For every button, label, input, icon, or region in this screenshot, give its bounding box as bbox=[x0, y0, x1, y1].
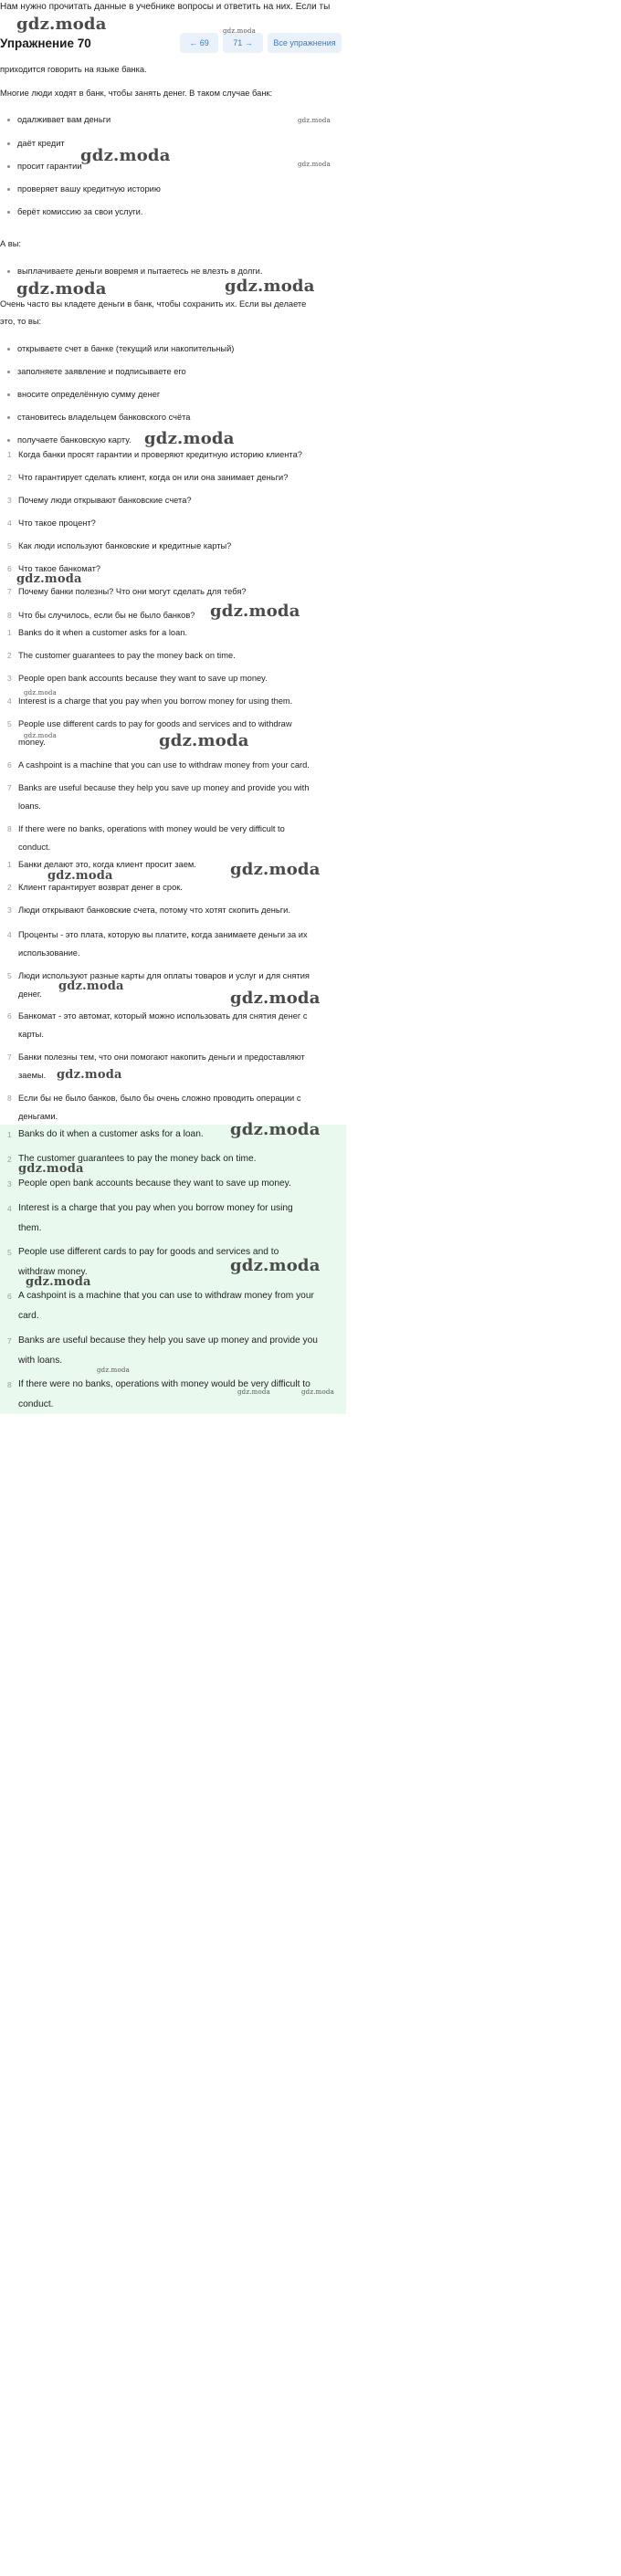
item-number: 7 bbox=[7, 783, 12, 792]
watermark: gdz.moda bbox=[210, 602, 300, 621]
page-title: Упражнение 70 bbox=[0, 37, 91, 50]
list-item: A cashpoint is a machine that you can use to withdraw money from your card. bbox=[18, 760, 310, 770]
list-item: The customer guarantees to pay the money back on time. bbox=[18, 1154, 257, 1164]
watermark: gdz.moda bbox=[24, 689, 57, 696]
list-item: Клиент гарантирует возврат денег в срок. bbox=[18, 883, 183, 892]
list-item: Почему люди открывают банковские счета? bbox=[18, 496, 192, 505]
list-item: conduct. bbox=[18, 1399, 54, 1409]
list-item: withdraw money. bbox=[18, 1267, 88, 1277]
item-number: 6 bbox=[7, 1011, 12, 1021]
watermark: gdz.moda bbox=[230, 989, 321, 1008]
bullet-icon bbox=[7, 119, 10, 121]
list-item: Проценты - это плата, которую вы платите, когда занимаете деньги за их bbox=[18, 930, 308, 939]
watermark: gdz.moda bbox=[18, 1162, 84, 1176]
item-number: 1 bbox=[7, 1130, 12, 1139]
watermark: gdz.moda bbox=[230, 1256, 321, 1275]
list-item: Люди открывают банковские счета, потому что хотят скопить деньги. bbox=[18, 906, 290, 915]
prev-exercise-button[interactable] bbox=[180, 33, 218, 53]
list-item: Если бы не было банков, было бы очень сложно проводить операции с bbox=[18, 1094, 301, 1103]
watermark: gdz.moda bbox=[230, 860, 321, 879]
list-item: вносите определённую сумму денег bbox=[17, 390, 161, 399]
list-item: loans. bbox=[18, 801, 41, 811]
list-item: Banks are useful because they help you save up money and provide you bbox=[18, 1335, 318, 1346]
bullet-icon bbox=[7, 416, 10, 419]
item-number: 2 bbox=[7, 1155, 12, 1164]
list-item: Что такое банкомат? bbox=[18, 564, 101, 573]
watermark: gdz.moda bbox=[24, 732, 57, 739]
list-item: Что бы случилось, если бы не было банков? bbox=[18, 611, 195, 620]
you-label: А вы: bbox=[0, 239, 21, 248]
item-number: 3 bbox=[7, 906, 12, 915]
list-item: заполняете заявление и подписываете его bbox=[17, 367, 186, 376]
item-number: 1 bbox=[7, 628, 12, 637]
item-number: 2 bbox=[7, 473, 12, 482]
item-number: 5 bbox=[7, 1248, 12, 1257]
item-number: 8 bbox=[7, 1380, 12, 1389]
list-item: If there were no banks, operations with money would be very difficult to bbox=[18, 1379, 310, 1389]
watermark: gdz.moda bbox=[97, 1367, 130, 1374]
list-item: Банкомат - это автомат, который можно использовать для снятия денег с bbox=[18, 1011, 308, 1021]
arrow-left-icon: ← bbox=[189, 38, 198, 47]
item-number: 4 bbox=[7, 696, 12, 706]
watermark: gdz.moda bbox=[26, 1275, 91, 1289]
item-number: 7 bbox=[7, 587, 12, 596]
arrow-right-icon: → bbox=[244, 38, 253, 47]
item-number: 5 bbox=[7, 971, 12, 980]
list-item: card. bbox=[18, 1311, 39, 1321]
list-item: People use different cards to pay for goods and services and to withdraw bbox=[18, 719, 292, 728]
list-item: Banks are useful because they help you save up money and provide you with bbox=[18, 783, 310, 792]
item-number: 4 bbox=[7, 1204, 12, 1213]
list-item: Banks do it when a customer asks for a loan. bbox=[18, 628, 187, 637]
list-item: Banks do it when a customer asks for a loan. bbox=[18, 1129, 204, 1139]
bullet-icon bbox=[7, 142, 10, 145]
watermark: gdz.moda bbox=[16, 15, 107, 34]
list-item: Как люди используют банковские и кредитные карты? bbox=[18, 541, 232, 550]
bullet-icon bbox=[7, 348, 10, 351]
item-number: 1 bbox=[7, 450, 12, 459]
item-number: 8 bbox=[7, 611, 12, 620]
list-item: Interest is a charge that you pay when you borrow money for using them. bbox=[18, 696, 293, 706]
list-item: проверяет вашу кредитную историю bbox=[17, 184, 161, 194]
next-exercise-button[interactable] bbox=[223, 33, 263, 53]
list-item: People open bank accounts because they want to save up money. bbox=[18, 674, 268, 683]
bullet-icon bbox=[7, 393, 10, 396]
watermark: gdz.moda bbox=[58, 979, 124, 993]
item-number: 3 bbox=[7, 1179, 12, 1189]
item-number: 5 bbox=[7, 719, 12, 728]
list-item: with loans. bbox=[18, 1356, 63, 1366]
list-item: Банки полезны тем, что они помогают накопить деньги и предоставляют bbox=[18, 1052, 305, 1062]
watermark: gdz.moda bbox=[225, 277, 315, 296]
bullet-icon bbox=[7, 371, 10, 373]
watermark: gdz.moda bbox=[57, 1068, 122, 1082]
watermark: gdz.moda bbox=[237, 1388, 270, 1396]
item-number: 3 bbox=[7, 496, 12, 505]
watermark: gdz.moda bbox=[16, 572, 82, 586]
item-number: 2 bbox=[7, 883, 12, 892]
bullet-icon bbox=[7, 211, 10, 214]
item-number: 5 bbox=[7, 541, 12, 550]
list-item: People open bank accounts because they want to save up money. bbox=[18, 1178, 291, 1189]
list-item: денег. bbox=[18, 990, 42, 999]
list-item: Люди используют разные карты для оплаты товаров и услуг и для снятия bbox=[18, 971, 310, 980]
prev-exercise-label: 69 bbox=[199, 38, 209, 47]
save-intro-line-1: Очень часто вы кладете деньги в банк, чтобы сохранить их. Если вы делаете bbox=[0, 299, 307, 309]
list-item: Что такое процент? bbox=[18, 518, 96, 528]
list-item: Почему банки полезны? Что они могут сделать для тебя? bbox=[18, 587, 247, 596]
list-item: получаете банковскую карту. bbox=[17, 435, 132, 445]
list-item: просит гарантии bbox=[17, 162, 82, 171]
watermark: gdz.moda bbox=[159, 731, 249, 750]
watermark: gdz.moda bbox=[80, 146, 171, 165]
item-number: 7 bbox=[7, 1052, 12, 1062]
list-item: берёт комиссию за свои услуги. bbox=[17, 207, 143, 216]
list-item: становитесь владельцем банковского счёта bbox=[17, 413, 191, 422]
item-number: 6 bbox=[7, 1292, 12, 1301]
bullet-icon bbox=[7, 270, 10, 273]
list-item: использование. bbox=[18, 948, 80, 958]
list-item: карты. bbox=[18, 1030, 44, 1039]
bullet-icon bbox=[7, 439, 10, 442]
watermark: gdz.moda bbox=[298, 161, 331, 168]
watermark: gdz.moda bbox=[223, 27, 256, 35]
list-item: conduct. bbox=[18, 843, 51, 852]
bank-language-text: приходится говорить на языке банка. bbox=[0, 65, 147, 74]
save-intro-line-2: это, то вы: bbox=[0, 317, 42, 326]
list-item: If there were no banks, operations with money would be very difficult to bbox=[18, 824, 285, 833]
item-number: 4 bbox=[7, 930, 12, 939]
item-number: 4 bbox=[7, 518, 12, 528]
all-exercises-button[interactable] bbox=[268, 33, 342, 53]
list-item: The customer guarantees to pay the money back on time. bbox=[18, 651, 236, 660]
list-item: People use different cards to pay for goods and services and to bbox=[18, 1247, 279, 1257]
list-item: даёт кредит bbox=[17, 139, 65, 148]
watermark: gdz.moda bbox=[298, 117, 331, 124]
list-item: заемы. bbox=[18, 1071, 47, 1080]
list-item: A cashpoint is a machine that you can use to withdraw money from your bbox=[18, 1291, 314, 1301]
list-item: выплачиваете деньги вовремя и пытаетесь не влезть в долги. bbox=[17, 267, 263, 276]
item-number: 2 bbox=[7, 651, 12, 660]
item-number: 1 bbox=[7, 860, 12, 869]
list-item: Что гарантирует сделать клиент, когда он или она занимает деньги? bbox=[18, 473, 289, 482]
item-number: 6 bbox=[7, 564, 12, 573]
list-item: Банки делают это, когда клиент просит заем. bbox=[18, 860, 196, 869]
item-number: 3 bbox=[7, 674, 12, 683]
watermark: gdz.moda bbox=[144, 429, 235, 448]
next-exercise-label: 71 bbox=[233, 38, 243, 47]
borrow-intro: Многие люди ходят в банк, чтобы занять денег. В таком случае банк: bbox=[0, 89, 273, 98]
watermark: gdz.moda bbox=[16, 279, 107, 298]
intro-line: Нам нужно прочитать данные в учебнике вопросы и ответить на них. Если ты bbox=[0, 2, 331, 12]
watermark: gdz.moda bbox=[301, 1388, 334, 1396]
all-exercises-label: Все упражнения bbox=[273, 38, 336, 47]
item-number: 7 bbox=[7, 1336, 12, 1346]
item-number: 6 bbox=[7, 760, 12, 770]
list-item: money. bbox=[18, 738, 46, 747]
bullet-icon bbox=[7, 188, 10, 191]
watermark: gdz.moda bbox=[47, 869, 113, 883]
list-item: одалживает вам деньги bbox=[17, 115, 111, 124]
item-number: 8 bbox=[7, 1094, 12, 1103]
bullet-icon bbox=[7, 165, 10, 168]
list-item: открываете счет в банке (текущий или накопительный) bbox=[17, 344, 235, 353]
list-item: Interest is a charge that you pay when you borrow money for using bbox=[18, 1203, 293, 1213]
item-number: 8 bbox=[7, 824, 12, 833]
list-item: Когда банки просят гарантии и проверяют кредитную историю клиента? bbox=[18, 450, 302, 459]
list-item: them. bbox=[18, 1223, 42, 1233]
watermark: gdz.moda bbox=[230, 1120, 321, 1139]
list-item: деньгами. bbox=[18, 1112, 58, 1121]
